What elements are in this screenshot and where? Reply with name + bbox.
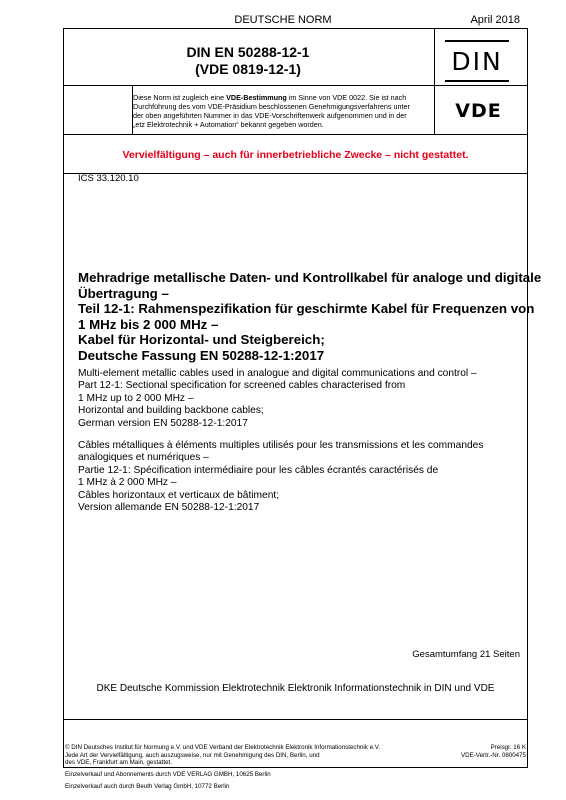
vde-notice-line-2: Durchführung des vom VDE-Präsidium beschlossenen Genehmigungsverfahrens unter [133, 101, 410, 111]
vde-classification-number: (VDE 0819-12-1) [195, 61, 301, 77]
title-de-line: Übertragung – [78, 285, 169, 301]
sales-beuth-verlag: Einzelverkauf auch durch Beuth Verlag GmbH, 10772 Berlin [65, 783, 230, 790]
title-en-line: Multi-element metallic cables used in analogue and digital communications and control – [78, 368, 477, 379]
title-en-line: Horizontal and building backbone cables; [78, 405, 264, 417]
reproduction-warning: Vervielfältigung – auch für innerbetriebliche Zwecke – nicht gestattet. [122, 149, 469, 161]
din-logo-letters: DIN [451, 47, 503, 76]
dke-commission: DKE Deutsche Kommission Elektrotechnik Elektronik Informationstechnik in DIN und VDE [96, 683, 495, 694]
copyright-line: Jede Art der Vervielfältigung, auch auszugsweise, nur mit Genehmigung des DIN, Berlin, und [65, 751, 320, 759]
title-en-line: Part 12-1: Sectional specification for screened cables characterised from [78, 380, 406, 392]
title-de-line: Kabel für Horizontal- und Steigbereich; [78, 332, 325, 348]
din-logo [441, 38, 513, 84]
vde-notice-bold: VDE-Bestimmung [226, 93, 287, 102]
title-fr-line: Câbles métalliques à éléments multiples utilisés pour les transmissions et les commandes [78, 440, 484, 451]
title-fr-line: analogiques et numériques – [78, 452, 209, 464]
title-fr-line: Partie 12-1: Spécification intermédiaire pour les câbles écrantés caractérisés de [78, 464, 439, 476]
title-fr-line: 1 MHz à 2 000 MHz – [78, 477, 177, 489]
vde-notice-line-4: „etz Elektrotechnik + Automation“ bekannt gegeben worden. [133, 119, 324, 129]
title-de-line: 1 MHz bis 2 000 MHz – [78, 316, 219, 332]
vde-notice-prefix: Diese Norm ist zugleich eine [133, 93, 227, 102]
din-logo-bottom-bar [445, 80, 509, 82]
copyright-notice [65, 744, 400, 767]
price-info [461, 744, 526, 759]
title-french [78, 440, 523, 514]
title-de-line: Mehradrige metallische Daten- und Kontrollkabel für analoge und digitale [78, 270, 542, 285]
divider-logo-column [434, 29, 435, 134]
vde-notice-rest: im Sinne von VDE 0022. Sie ist nach [286, 93, 407, 102]
vde-logo: VDE [455, 100, 502, 122]
vde-distribution-number: VDE-Vertr.-Nr. 0800475 [461, 751, 526, 759]
title-fr-line: Câbles horizontaux et verticaux de bâtiment; [78, 489, 280, 501]
divider-notice [64, 134, 527, 135]
ics-code: ICS 33.120.10 [78, 173, 139, 184]
standard-number-block [63, 44, 433, 78]
publication-date: April 2018 [470, 14, 520, 26]
title-de-line: Teil 12-1: Rahmenspezifikation für geschirmte Kabel für Frequenzen von [78, 301, 535, 317]
title-english [78, 368, 523, 430]
sales-vde-verlag: Einzelverkauf und Abonnements durch VDE VERLAG GMBH, 10625 Berlin [65, 771, 271, 778]
copyright-line: © DIN Deutsches Institut für Normung e.V. und VDE Verband der Elektrotechnik Elektronik Informationstechnik e.V. [65, 744, 381, 751]
vde-notice [133, 94, 429, 130]
divider-header [64, 85, 527, 86]
title-en-line: German version EN 50288-12-1:2017 [78, 417, 248, 429]
title-fr-line: Version allemande EN 50288-12-1:2017 [78, 502, 260, 514]
price-group: Preisgr. 16 K [490, 744, 526, 751]
divider-dke [64, 719, 527, 720]
total-pages: Gesamtumfang 21 Seiten [412, 649, 520, 660]
din-logo-top-bar [445, 40, 509, 42]
document-type-label: DEUTSCHE NORM [234, 14, 332, 26]
copyright-line: des VDE, Frankfurt am Main, gestattet. [65, 759, 172, 766]
vde-notice-line-3: der oben angeführten Nummer in das VDE-Vorschriftenwerk aufgenommen und in der [133, 110, 407, 120]
standard-number: DIN EN 50288-12-1 [186, 44, 310, 60]
title-de-line: Deutsche Fassung EN 50288-12-1:2017 [78, 347, 325, 363]
title-german [78, 270, 542, 364]
title-en-line: 1 MHz up to 2 000 MHz – [78, 392, 194, 404]
